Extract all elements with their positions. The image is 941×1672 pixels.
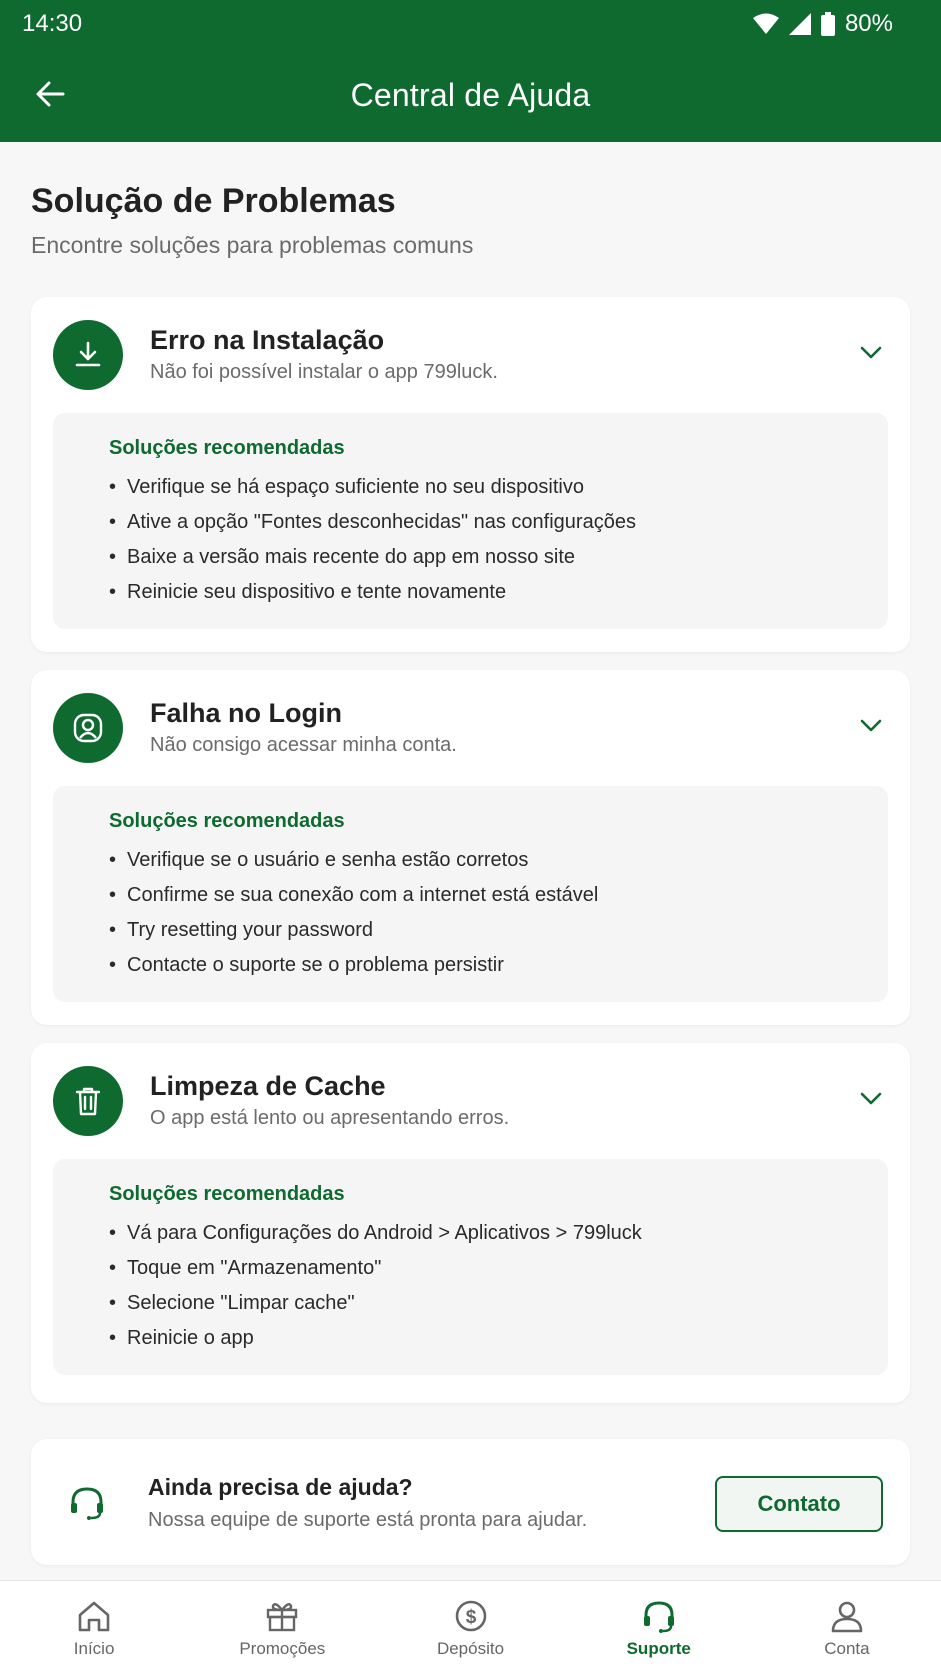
list-item: • Ative a opção "Fontes desconhecidas" nas configurações (109, 510, 636, 545)
list-item: • Verifique se o usuário e senha estão corretos (109, 848, 598, 883)
solutions-panel (53, 1159, 888, 1375)
help-card (31, 1439, 910, 1565)
list-item: • Reinicie o app (109, 1326, 642, 1361)
chevron-down-icon[interactable] (856, 1083, 886, 1113)
trash-icon (53, 1066, 123, 1136)
nav-label: Promoções (239, 1639, 326, 1658)
download-icon (53, 320, 123, 390)
list-item: • Try resetting your password (109, 918, 598, 953)
list-item: • Verifique se há espaço suficiente no seu dispositivo (109, 475, 636, 510)
person-icon (828, 1597, 866, 1635)
nav-label: Início (73, 1639, 115, 1658)
solutions-title: Soluções recomendadas (109, 810, 345, 832)
solutions-list (109, 848, 598, 988)
card-description: Não foi possível instalar o app 799luck. (150, 361, 498, 383)
headset-icon (67, 1483, 107, 1523)
solutions-title: Soluções recomendadas (109, 437, 345, 459)
chevron-down-icon[interactable] (856, 337, 886, 367)
card-title: Limpeza de Cache (150, 1071, 386, 1101)
home-icon (75, 1597, 113, 1635)
nav-label: Conta (824, 1639, 870, 1658)
nav-label: Depósito (436, 1639, 505, 1658)
card-cache-cleanup (31, 1043, 910, 1403)
app-title: Central de Ajuda (350, 76, 591, 113)
card-title: Falha no Login (150, 698, 342, 728)
card-description: Não consigo acessar minha conta. (150, 734, 457, 756)
battery-level: 80% (844, 10, 893, 37)
chevron-down-icon[interactable] (856, 710, 886, 740)
card-installation-error (31, 297, 910, 652)
user-icon (53, 693, 123, 763)
status-bar (0, 0, 941, 48)
help-description: Nossa equipe de suporte está pronta para ajudar. (148, 1509, 588, 1531)
headset-icon (640, 1597, 678, 1635)
app-bar (0, 48, 941, 142)
nav-label: Suporte (626, 1639, 691, 1658)
list-item: • Selecione "Limpar cache" (109, 1291, 642, 1326)
help-title: Ainda precisa de ajuda? (148, 1474, 413, 1500)
main-content (0, 142, 941, 1580)
status-icons (753, 10, 893, 38)
back-button[interactable] (26, 70, 74, 118)
gift-icon (263, 1597, 301, 1635)
wifi-icon (753, 13, 779, 35)
solutions-panel (53, 413, 888, 629)
nav-item-deposit[interactable] (376, 1581, 564, 1672)
svg-text:$: $ (465, 1607, 476, 1628)
list-item: • Baixe a versão mais recente do app em nosso site (109, 545, 636, 580)
nav-item-support[interactable] (565, 1581, 753, 1672)
card-login-failure (31, 670, 910, 1025)
solutions-title: Soluções recomendadas (109, 1183, 345, 1205)
signal-icon (789, 13, 811, 35)
solutions-list (109, 475, 636, 615)
list-item: • Confirme se sua conexão com a internet está estável (109, 883, 598, 918)
status-time: 14:30 (22, 10, 83, 37)
page-subtitle: Encontre soluções para problemas comuns (31, 232, 474, 258)
arrow-left-icon (35, 80, 65, 108)
list-item: • Reinicie seu dispositivo e tente novamente (109, 580, 636, 615)
solutions-panel (53, 786, 888, 1002)
list-item: • Vá para Configurações do Android > Aplicativos > 799luck (109, 1221, 642, 1256)
page-title: Solução de Problemas (31, 182, 396, 220)
nav-item-account[interactable] (753, 1581, 941, 1672)
nav-item-promotions[interactable] (188, 1581, 376, 1672)
bottom-nav (0, 1580, 941, 1672)
dollar-icon (452, 1597, 490, 1635)
card-title: Erro na Instalação (150, 325, 385, 355)
list-item: • Contacte o suporte se o problema persistir (109, 953, 598, 988)
battery-icon (821, 12, 835, 36)
list-item: • Toque em "Armazenamento" (109, 1256, 642, 1291)
contact-button[interactable]: Contato (715, 1476, 883, 1532)
nav-item-home[interactable] (0, 1581, 188, 1672)
card-description: O app está lento ou apresentando erros. (150, 1107, 510, 1129)
solutions-list (109, 1221, 642, 1361)
